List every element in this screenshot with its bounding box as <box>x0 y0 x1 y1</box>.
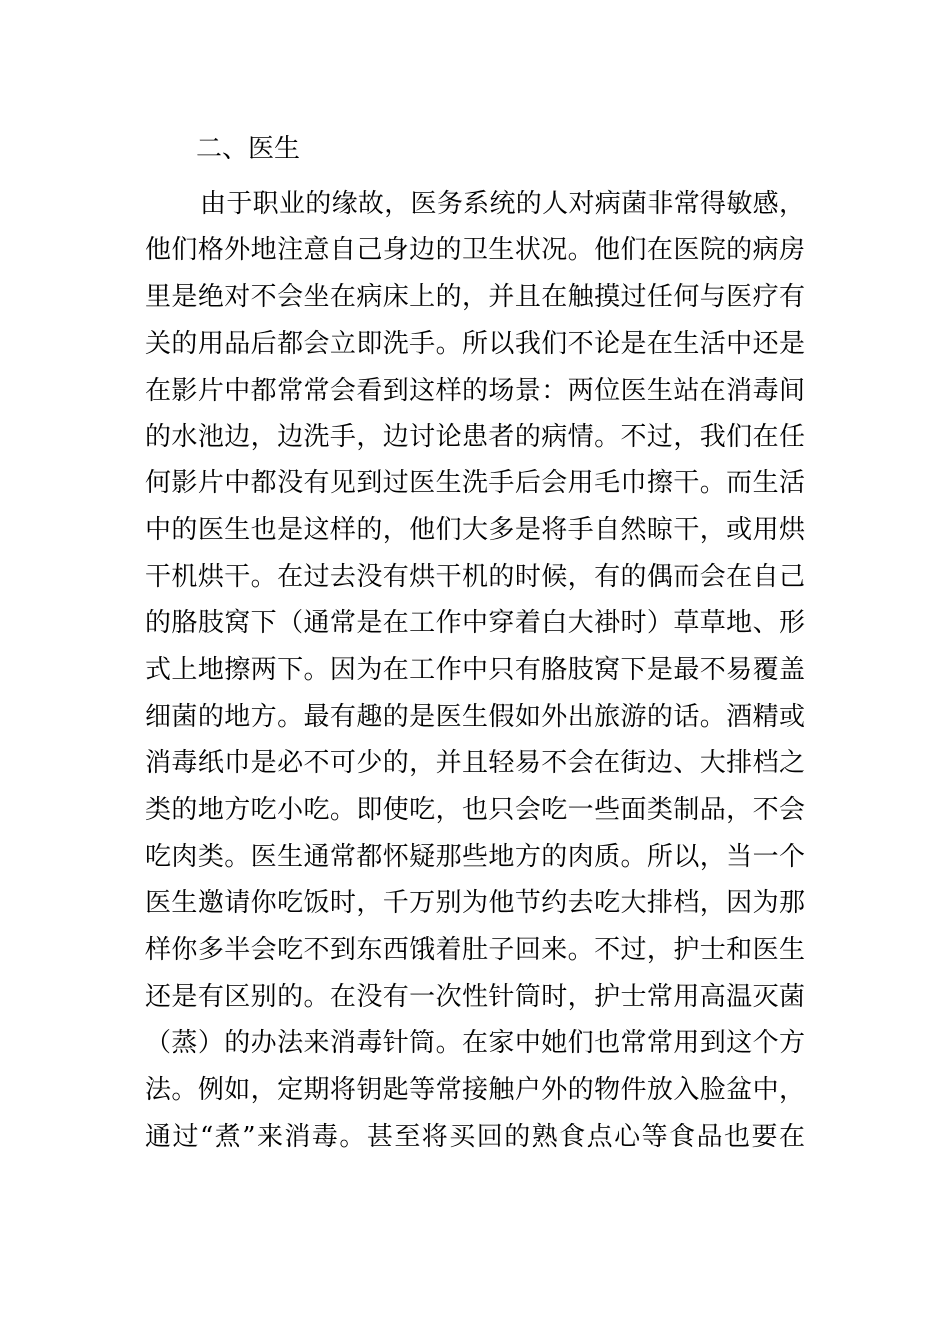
paragraph-line: 关的用品后都会立即洗手。所以我们不论是在生活中还是 <box>145 329 805 359</box>
paragraph-line: 由于职业的缘故，医务系统的人对病菌非常得敏感， <box>200 189 805 219</box>
paragraph-line: 细菌的地方。最有趣的是医生假如外出旅游的话。酒精或 <box>145 702 805 732</box>
paragraph-line: 式上地擦两下。因为在工作中只有胳肢窝下是最不易覆盖 <box>145 655 805 685</box>
paragraph-line: 中的医生也是这样的，他们大多是将手自然晾干，或用烘 <box>145 515 805 545</box>
paragraph-line: 通过“煮”来消毒。甚至将买回的熟食点心等食品也要在 <box>145 1122 805 1152</box>
paragraph-line: 干机烘干。在过去没有烘干机的时候，有的偶而会在自己 <box>145 562 805 592</box>
paragraph-line: 消毒纸巾是必不可少的，并且轻易不会在街边、大排档之 <box>145 748 805 778</box>
paragraph-line: 类的地方吃小吃。即使吃，也只会吃一些面类制品，不会 <box>145 795 805 825</box>
paragraph-line: 里是绝对不会坐在病床上的，并且在触摸过任何与医疗有 <box>145 282 805 312</box>
paragraph-line: 他们格外地注意自己身边的卫生状况。他们在医院的病房 <box>145 235 805 265</box>
paragraph-line: 在影片中都常常会看到这样的场景：两位医生站在消毒间 <box>145 376 805 406</box>
paragraph-line: （蒸）的办法来消毒针筒。在家中她们也常常用到这个方 <box>145 1028 805 1058</box>
paragraph-line: 何影片中都没有见到过医生洗手后会用毛巾擦干。而生活 <box>145 468 805 498</box>
paragraph-line: 的水池边，边洗手，边讨论患者的病情。不过，我们在任 <box>145 422 805 452</box>
paragraph-line: 法。例如，定期将钥匙等常接触户外的物件放入脸盆中， <box>145 1075 805 1105</box>
paragraph-line: 的胳肢窝下（通常是在工作中穿着白大褂时）草草地、形 <box>145 608 805 638</box>
section-heading: 二、医生 <box>196 134 301 164</box>
paragraph-line: 样你多半会吃不到东西饿着肚子回来。不过，护士和医生 <box>145 935 805 965</box>
paragraph-line: 吃肉类。医生通常都怀疑那些地方的肉质。所以，当一个 <box>145 842 805 872</box>
paragraph-line: 还是有区别的。在没有一次性针筒时，护士常用高温灭菌 <box>145 982 805 1012</box>
paragraph-line: 医生邀请你吃饭时，千万别为他节约去吃大排档，因为那 <box>145 888 805 918</box>
